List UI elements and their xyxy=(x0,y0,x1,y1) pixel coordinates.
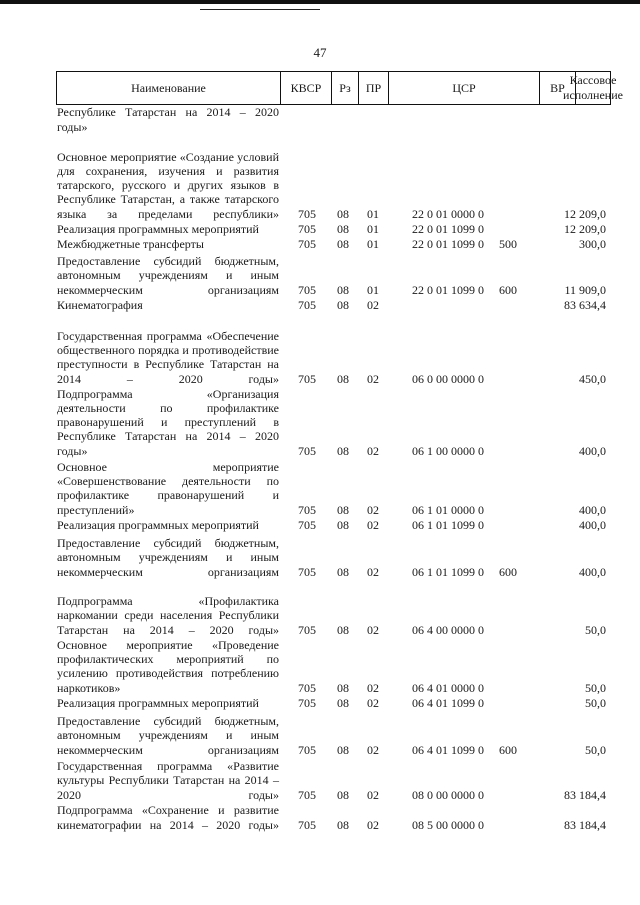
row-name: Подпрограмма «Сохранение и развитие кинематографии на 2014 – 2020 годы» xyxy=(57,803,279,832)
table-row xyxy=(56,297,611,312)
row-name: Основное мероприятие «Создание условий для сохранения, изучения и развития татарского, русского и других языков в Республике Татарстан, а также татарского языка за пределами республики» xyxy=(57,149,279,221)
row-rz: 08 xyxy=(337,222,349,236)
row-csr: 06 1 01 1099 0 xyxy=(412,565,484,579)
row-pr: 02 xyxy=(367,298,379,312)
row-pr: 02 xyxy=(367,518,379,532)
table-row xyxy=(56,710,611,757)
table-row xyxy=(56,104,611,134)
row-kvsr: 705 xyxy=(298,207,316,221)
table-row xyxy=(56,517,611,532)
row-name: Подпрограмма «Организация деятельности по профилактике правонарушений и преступлений в Республике Татарстан на 2014 – 2020 годы» xyxy=(57,386,279,458)
row-kvsr: 705 xyxy=(298,444,316,458)
header-rz: Рз xyxy=(332,72,359,104)
row-pr: 01 xyxy=(367,207,379,221)
row-rz: 08 xyxy=(337,503,349,517)
row-pr: 02 xyxy=(367,503,379,517)
row-vr: 600 xyxy=(499,565,517,579)
row-amount: 12 209,0 xyxy=(564,222,606,236)
row-rz: 08 xyxy=(337,623,349,637)
row-pr: 02 xyxy=(367,818,379,832)
row-rz: 08 xyxy=(337,298,349,312)
row-kvsr: 705 xyxy=(298,565,316,579)
row-rz: 08 xyxy=(337,681,349,695)
table-row xyxy=(56,458,611,517)
header-csr: ЦСР xyxy=(389,72,540,104)
row-name: Государственная программа «Обеспечение общественного порядка и противодействие преступности в Республике Татарстан на 2014 – 2020 годы» xyxy=(57,328,279,386)
table-row xyxy=(56,236,611,251)
row-amount: 400,0 xyxy=(579,518,606,532)
row-pr: 01 xyxy=(367,222,379,236)
row-csr: 06 4 01 1099 0 xyxy=(412,743,484,757)
header-kvsr: КВСР xyxy=(281,72,332,104)
table-row xyxy=(56,637,611,695)
row-rz: 08 xyxy=(337,237,349,251)
table-row xyxy=(56,134,611,221)
table-row xyxy=(56,251,611,297)
row-pr: 02 xyxy=(367,788,379,802)
row-kvsr: 705 xyxy=(298,503,316,517)
row-pr: 02 xyxy=(367,681,379,695)
row-kvsr: 705 xyxy=(298,283,316,297)
row-amount: 50,0 xyxy=(585,696,606,710)
row-name: Реализация программных мероприятий xyxy=(57,695,259,710)
row-amount: 400,0 xyxy=(579,444,606,458)
row-name: Кинематография xyxy=(57,297,143,312)
row-name: Основное мероприятие «Совершенствование деятельности по профилактике правонарушений и преступлений» xyxy=(57,459,279,517)
row-pr: 01 xyxy=(367,283,379,297)
row-kvsr: 705 xyxy=(298,681,316,695)
table-row xyxy=(56,312,611,386)
row-name: Предоставление субсидий бюджетным, автономным учреждениям и иным некоммерческим организациям xyxy=(57,714,279,757)
row-csr: 06 4 00 0000 0 xyxy=(412,623,484,637)
row-kvsr: 705 xyxy=(298,623,316,637)
row-csr: 22 0 01 0000 0 xyxy=(412,207,484,221)
row-name: Реализация программных мероприятий xyxy=(57,221,259,236)
table-row xyxy=(56,802,611,832)
header-pr: ПР xyxy=(359,72,389,104)
table-header xyxy=(56,71,623,105)
row-csr: 06 0 00 0000 0 xyxy=(412,372,484,386)
row-amount: 83 184,4 xyxy=(564,818,606,832)
row-kvsr: 705 xyxy=(298,788,316,802)
row-kvsr: 705 xyxy=(298,237,316,251)
row-rz: 08 xyxy=(337,788,349,802)
row-amount: 300,0 xyxy=(579,237,606,251)
row-vr: 500 xyxy=(499,237,517,251)
row-pr: 02 xyxy=(367,743,379,757)
row-csr: 06 4 01 1099 0 xyxy=(412,696,484,710)
row-name: Предоставление субсидий бюджетным, автономным учреждениям и иным некоммерческим организациям xyxy=(57,536,279,579)
row-pr: 02 xyxy=(367,565,379,579)
row-vr: 600 xyxy=(499,283,517,297)
row-amount: 450,0 xyxy=(579,372,606,386)
header-name: Наименование xyxy=(56,72,281,104)
row-csr: 06 1 01 0000 0 xyxy=(412,503,484,517)
row-pr: 02 xyxy=(367,444,379,458)
row-rz: 08 xyxy=(337,743,349,757)
table-row xyxy=(56,386,611,458)
row-rz: 08 xyxy=(337,444,349,458)
row-name: Подпрограмма «Профилактика наркомании среди населения Республики Татарстан на 2014 – 2020 годы» xyxy=(57,594,279,637)
row-kvsr: 705 xyxy=(298,518,316,532)
row-pr: 02 xyxy=(367,696,379,710)
row-name: Реализация программных мероприятий xyxy=(57,517,259,532)
row-csr: 06 1 00 0000 0 xyxy=(412,444,484,458)
table-row xyxy=(56,757,611,802)
row-name: Межбюджетные трансферты xyxy=(57,236,204,251)
row-name: Государственная программа «Развитие культуры Республики Татарстан на 2014 – 2020 годы» xyxy=(57,759,279,802)
row-kvsr: 705 xyxy=(298,743,316,757)
row-name: Основное мероприятие «Проведение профилактических мероприятий по усилению противодействия потреблению наркотиков» xyxy=(57,637,279,695)
row-pr: 02 xyxy=(367,623,379,637)
table-row xyxy=(56,532,611,579)
table-row xyxy=(56,221,611,236)
row-amount: 50,0 xyxy=(585,743,606,757)
row-amount: 83 634,4 xyxy=(564,298,606,312)
row-kvsr: 705 xyxy=(298,298,316,312)
row-amount: 400,0 xyxy=(579,503,606,517)
row-amount: 400,0 xyxy=(579,565,606,579)
row-rz: 08 xyxy=(337,518,349,532)
row-rz: 08 xyxy=(337,207,349,221)
table-row xyxy=(56,695,611,710)
row-rz: 08 xyxy=(337,283,349,297)
row-amount: 11 909,0 xyxy=(564,283,606,297)
row-kvsr: 705 xyxy=(298,372,316,386)
table-row xyxy=(56,579,611,637)
header-amount: Кассовое исполнение xyxy=(563,73,623,102)
row-amount: 50,0 xyxy=(585,623,606,637)
row-rz: 08 xyxy=(337,818,349,832)
row-csr: 22 0 01 1099 0 xyxy=(412,283,484,297)
row-rz: 08 xyxy=(337,696,349,710)
row-rz: 08 xyxy=(337,565,349,579)
row-rz: 08 xyxy=(337,372,349,386)
row-vr: 600 xyxy=(499,743,517,757)
scan-top-mark xyxy=(200,9,320,10)
row-amount: 83 184,4 xyxy=(564,788,606,802)
row-pr: 02 xyxy=(367,372,379,386)
row-csr: 22 0 01 1099 0 xyxy=(412,237,484,251)
row-name: Предоставление субсидий бюджетным, автономным учреждениям и иным некоммерческим организациям xyxy=(57,254,279,297)
row-name: Республике Татарстан на 2014 – 2020 годы» xyxy=(57,105,279,134)
header-vr: ВР xyxy=(540,72,576,104)
row-amount: 12 209,0 xyxy=(564,207,606,221)
row-kvsr: 705 xyxy=(298,222,316,236)
row-csr: 08 5 00 0000 0 xyxy=(412,818,484,832)
row-csr: 22 0 01 1099 0 xyxy=(412,222,484,236)
row-pr: 01 xyxy=(367,237,379,251)
row-kvsr: 705 xyxy=(298,696,316,710)
row-amount: 50,0 xyxy=(585,681,606,695)
row-csr: 06 4 01 0000 0 xyxy=(412,681,484,695)
scan-top-border xyxy=(0,0,640,4)
row-kvsr: 705 xyxy=(298,818,316,832)
row-csr: 06 1 01 1099 0 xyxy=(412,518,484,532)
row-csr: 08 0 00 0000 0 xyxy=(412,788,484,802)
page-number: 47 xyxy=(313,45,327,60)
